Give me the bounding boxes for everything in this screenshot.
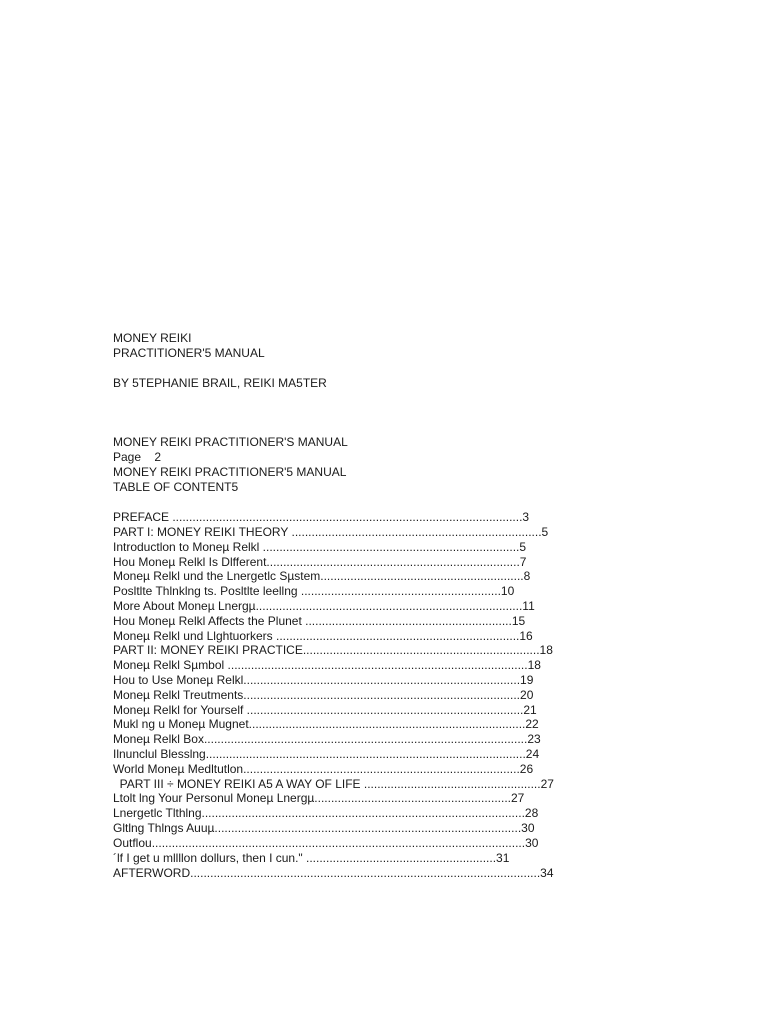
- toc-entry: Posltlte Thlnklng ts. Posltlte leellng ............................................................10: [113, 584, 515, 598]
- toc-entry: Mukl ng u Moneµ Mugnet...................................................................................22: [113, 717, 539, 731]
- toc-entry: Outflou................................................................................................................30: [113, 836, 539, 850]
- manual-title: MONEY REIKI PRACTITIONER'5 MANUAL: [113, 465, 347, 479]
- toc-entry: World Moneµ Medltutlon...................................................................................26: [113, 762, 534, 776]
- book-title-line-1: MONEY REIKI: [113, 331, 192, 345]
- book-title-line-2: PRACTITIONER'5 MANUAL: [113, 346, 265, 360]
- toc-entry: PART III ÷ MONEY REIKI A5 A WAY OF LIFE .....................................................27: [113, 777, 554, 791]
- toc-entry: Hou Moneµ Relkl Affects the Plunet ..............................................................15: [113, 614, 526, 628]
- toc-entry: PART I: MONEY REIKI THEORY ...........................................................................5: [113, 525, 549, 539]
- toc-entry: AFTERWORD.........................................................................................................34: [113, 866, 554, 880]
- toc-entry: Moneµ Relkl Treutments...................................................................................20: [113, 688, 534, 702]
- toc-entry: Moneµ Relkl und Llghtuorkers .........................................................................16: [113, 629, 533, 643]
- author-line: BY 5TEPHANIE BRAIL, REIKI MA5TER: [113, 376, 327, 390]
- toc-entry: Lnergetlc Tlthlng.................................................................................................28: [113, 806, 539, 820]
- toc-entry: Moneµ Relkl und the Lnergetlc Sµstem.............................................................8: [113, 569, 531, 583]
- toc-entry: Moneµ Relkl Sµmbol ..........................................................................................18: [113, 658, 541, 672]
- page-number-label: Page 2: [113, 450, 162, 464]
- toc-entry: More About Moneµ Lnergµ................................................................................11: [113, 599, 535, 613]
- toc-entry: Introductlon to Moneµ Relkl .............................................................................5: [113, 540, 527, 554]
- toc-entry: PART II: MONEY REIKI PRACTICE.......................................................................18: [113, 643, 553, 657]
- toc-entry: Gltlng Thlngs Auuµ............................................................................................30: [113, 821, 535, 835]
- toc-entry: PREFACE .........................................................................................................3: [113, 510, 530, 524]
- toc-entry: Ilnunclul Blesslng................................................................................................24: [113, 747, 540, 761]
- toc-entry: Moneµ Relkl for Yourself ...................................................................................21: [113, 703, 537, 717]
- toc-entry: Ltolt lng Your Personul Moneµ Lnergµ...........................................................27: [113, 791, 525, 805]
- toc-entry: Hou Moneµ Relkl Is Dlfferent............................................................................7: [113, 555, 527, 569]
- toc-heading: TABLE OF CONTENT5: [113, 480, 239, 494]
- toc-entry: ´lf I get u mllllon dollurs, then I cun." .........................................................31: [113, 851, 510, 865]
- toc-entry: Hou to Use Moneµ Relkl...................................................................................19: [113, 673, 534, 687]
- running-header: MONEY REIKI PRACTITIONER'S MANUAL: [113, 435, 348, 449]
- toc-entry: Moneµ Relkl Box.................................................................................................23: [113, 732, 541, 746]
